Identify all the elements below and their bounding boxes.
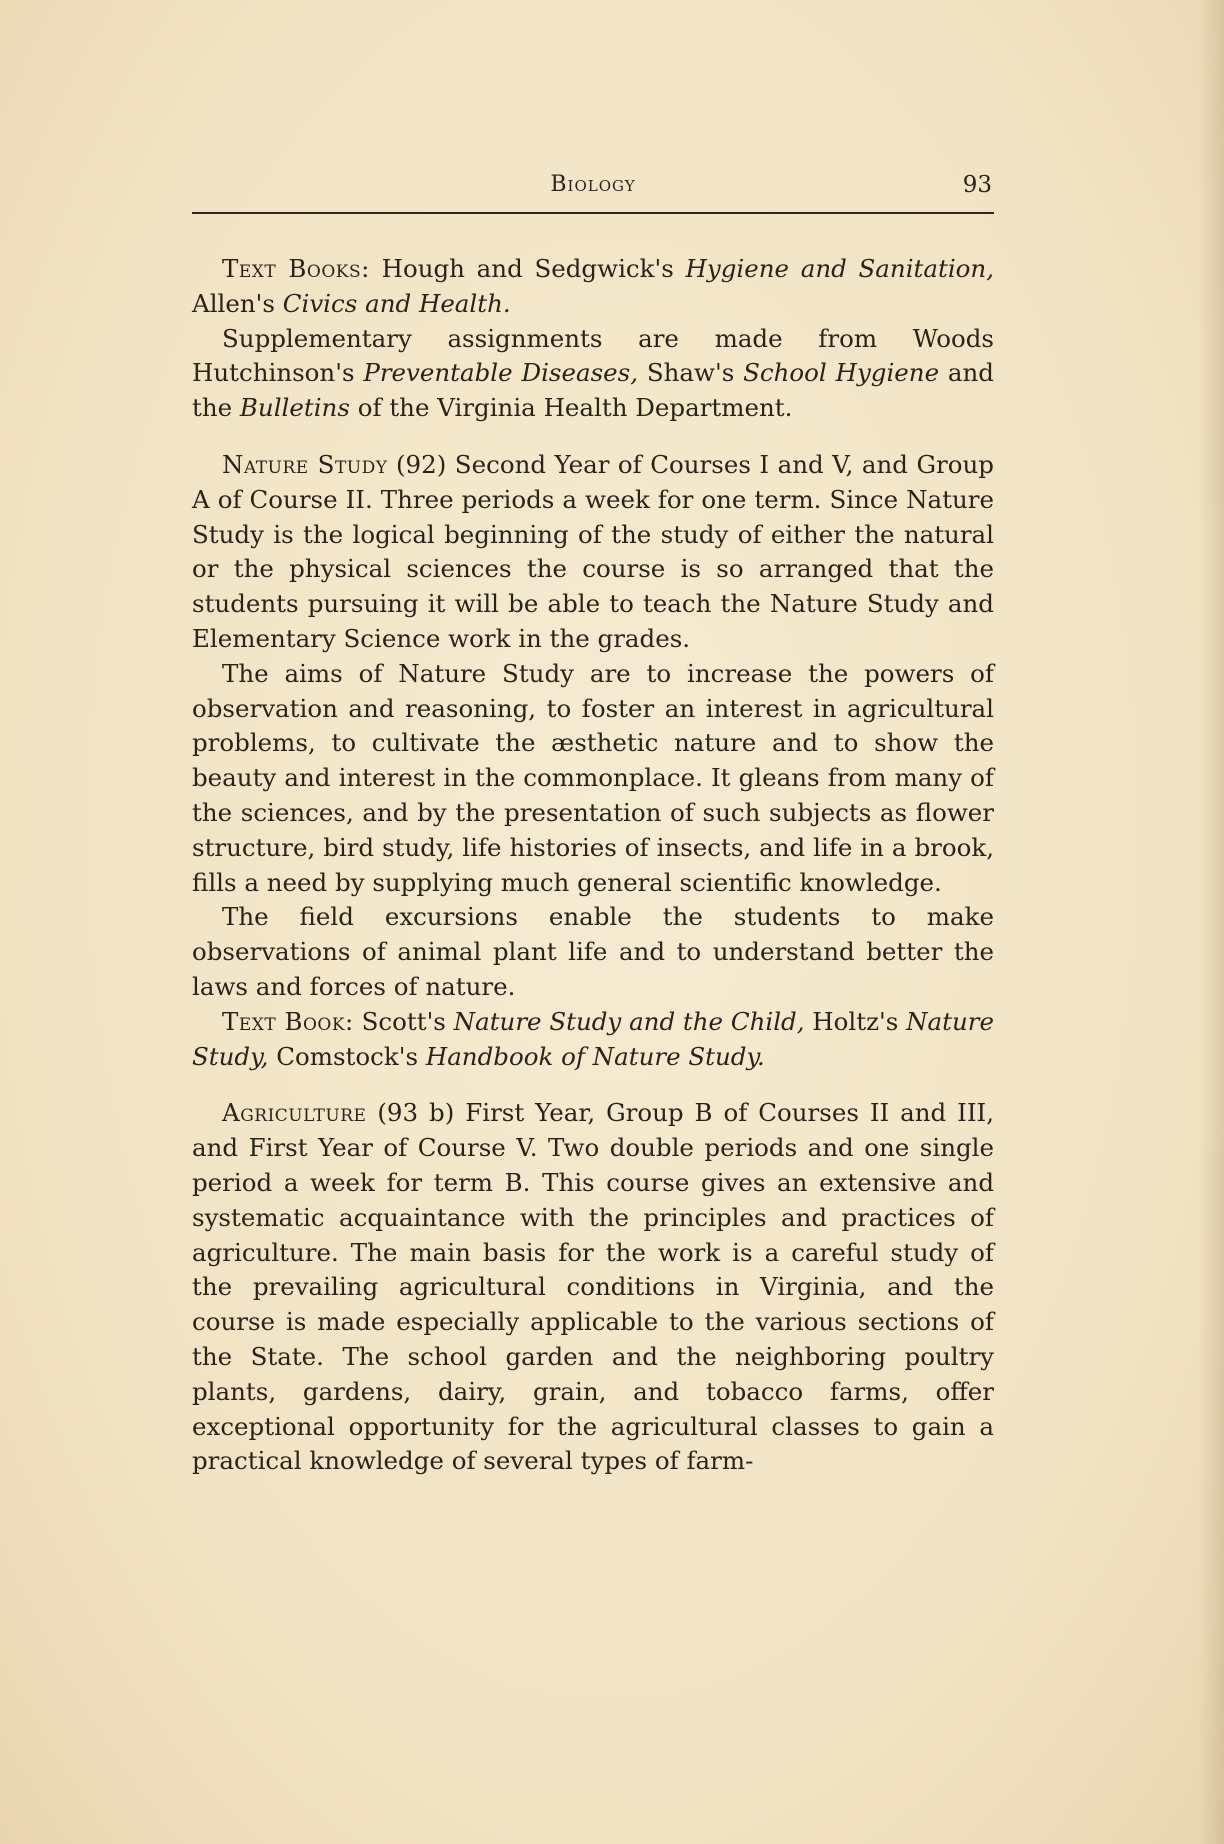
text-run: Comstock's — [268, 1041, 426, 1071]
body-text — [192, 252, 994, 1479]
book-title: Handbook of Nature Study. — [425, 1041, 765, 1071]
page-content — [192, 170, 994, 1479]
book-title: Civics and Health. — [282, 288, 511, 318]
running-head-title: Biology — [550, 172, 636, 197]
paragraph-field-excursions — [192, 900, 994, 1004]
book-title: Nature Study, — [192, 1006, 994, 1071]
running-head — [192, 170, 994, 214]
text-books-label: Text Books: — [222, 254, 370, 283]
paragraph-supplementary — [192, 322, 994, 426]
text-book-label: Text Book: — [222, 1006, 354, 1036]
book-title: Bulletins — [239, 393, 350, 423]
book-title: School Hygiene — [743, 358, 940, 388]
text-run: of the Virginia Health Department. — [349, 393, 793, 423]
text-run: and the — [192, 358, 994, 423]
paragraph-text-book-nature — [192, 1005, 994, 1075]
text-run: (93 b) First Year, Group B of Courses II and III, and First Year of Course V. Two double periods and one single period a week for term B. This course gives an extensive and systematic acquaintance with the principles and practices of agriculture. The main basis for the work is a careful study of the prevailing agricultural conditions in Virginia, and the course is made especially applicable to the various sections of the State. The school garden and the neighboring poultry plants, gardens, dairy, grain, and tobacco farms, offer exceptional opportunity for the agricultural classes to gain a practical knowledge of several types of farm- — [192, 1098, 994, 1476]
page-edge-shadow — [1198, 0, 1224, 1844]
page-number: 93 — [962, 172, 992, 198]
paragraph-nature-study — [192, 448, 994, 657]
text-run: The field excursions enable the students to make observations of animal plant life and to understand better the laws and forces of nature. — [192, 902, 994, 1001]
nature-study-heading: Nature Study — [222, 449, 388, 479]
text-run: Scott's — [353, 1006, 454, 1036]
text-run: The aims of Nature Study are to increase the powers of observation and reasoning, to foster an interest in agricultural problems, to cultivate the æsthetic nature and to show the beauty and interest in the commonplace. It gleans from many of the sciences, and by the presentation of such subjects as flower structure, bird study, life histories of insects, and life in a brook, fills a need by supplying much general scientific knowledge. — [192, 658, 994, 897]
text-run: Holtz's — [804, 1006, 907, 1036]
paragraph-aims — [192, 657, 994, 901]
agriculture-heading: Agriculture — [222, 1098, 367, 1128]
paragraph-text-books-hygiene — [192, 252, 994, 322]
paragraph-agriculture — [192, 1096, 994, 1479]
text-run: Shaw's — [638, 358, 744, 388]
book-title: Preventable Diseases, — [363, 358, 639, 388]
text-run: (92) Second Year of Courses I and V, and Group A of Course II. Three periods a week for one term. Since Nature Study is the logical beginning of the study of either the natural or the physical sciences the course is so arranged that the students pursuing it will be able to teach the Nature Study and Elementary Science work in the grades. — [192, 449, 994, 653]
book-title: Nature Study and the Child, — [453, 1006, 805, 1036]
text-run: Allen's — [192, 288, 283, 318]
book-title: Hygiene and Sanitation, — [685, 254, 994, 283]
text-run: Hough and Sedgwick's — [369, 254, 686, 283]
text-run: Supplementary assignments are made from Woods Hutchinson's — [192, 323, 994, 388]
